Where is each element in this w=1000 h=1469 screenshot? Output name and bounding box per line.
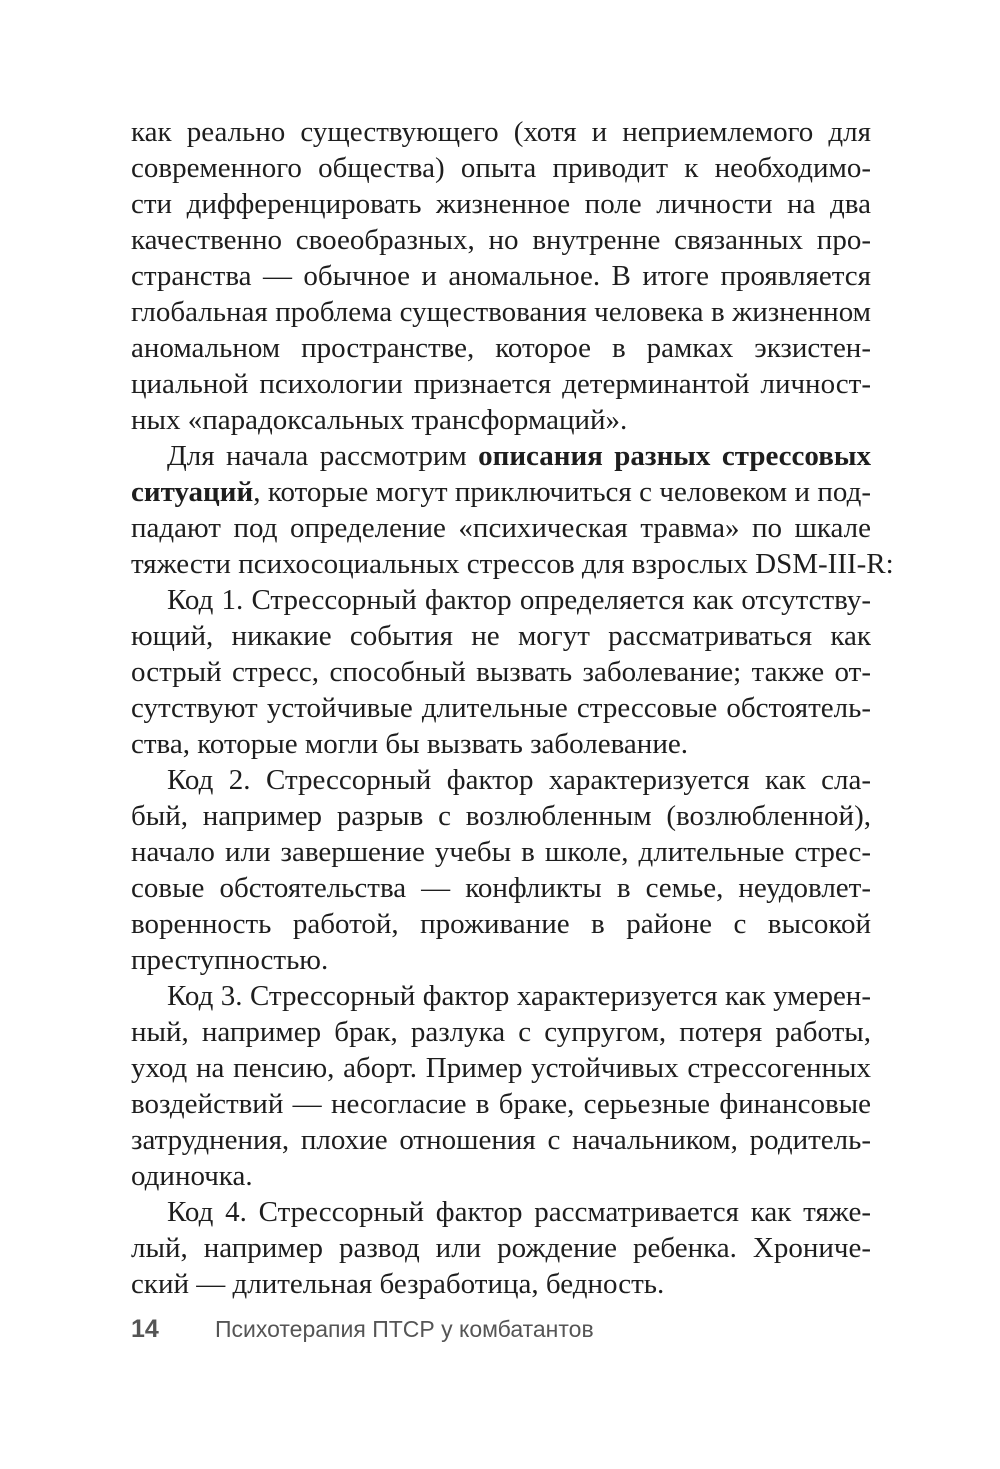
text-line: качественно своеобразных, но внутренне связанных про- [131,224,871,256]
body-text [131,114,894,1302]
text-line: острый стресс, способный вызвать заболевание; также от- [131,656,871,688]
text-line: Код 1. Стрессорный фактор определяется как отсутству- [167,584,871,616]
text-line: Код 3. Стрессорный фактор характеризуется как умерен- [167,980,871,1012]
text-line: как реально существующего (хотя и неприемлемого для [131,116,871,148]
text-line: преступностью. [131,944,329,976]
text-line: современного общества) опыта приводит к необходимо- [131,152,871,184]
text-line: начало или завершение учебы в школе, длительные стрес- [131,836,871,868]
text-line: лый, например развод или рождение ребенка. Хрониче- [131,1232,871,1264]
bold-phrase: ситуаций [131,476,254,508]
text-line: одиночка. [131,1160,253,1192]
text-line: воздействий — несогласие в браке, серьезные финансовые [131,1088,871,1120]
text-line: аномальном пространстве, которое в рамках экзистен- [131,332,871,364]
text-span: , которые могут приключиться с человеком и под- [253,476,871,508]
text-line: Код 4. Стрессорный фактор рассматривается как тяже- [167,1196,871,1228]
text-line [131,438,871,474]
page-footer [131,1315,871,1351]
text-line: глобальная проблема существования человека в жизненном [131,296,871,328]
text-line: ства, которые могли бы вызвать заболевание. [131,728,688,760]
text-line: совые обстоятельства — конфликты в семье, неудовлет- [131,872,871,904]
text-line: ный, например брак, разлука с супругом, потеря работы, [131,1016,871,1048]
text-line: сти дифференцировать жизненное поле личности на два [131,188,871,220]
text-line: Код 2. Стрессорный фактор характеризуется как сла- [167,764,871,796]
text-line: циальной психологии признается детерминантой личност- [131,368,871,400]
text-line: уход на пенсию, аборт. Пример устойчивых стрессогенных [131,1052,871,1084]
text-line: сутствуют устойчивые длительные стрессовые обстоятель- [131,692,871,724]
bold-phrase: описания разных стрессовых [478,440,871,472]
text-line: ский — длительная безработица, бедность. [131,1268,665,1300]
text-line: затруднения, плохие отношения с начальником, родитель- [131,1124,871,1156]
text-line: ющий, никакие события не могут рассматриваться как [131,620,871,652]
text-line: тяжести психосоциальных стрессов для взрослых DSM-III-R: [131,548,894,580]
text-line: бый, например разрыв с возлюбленным (возлюбленной), [131,800,871,832]
text-line: падают под определение «психическая травма» по шкале [131,512,871,544]
text-line [131,474,871,510]
text-line: странства — обычное и аномальное. В итоге проявляется [131,260,871,292]
running-title: Психотерапия ПТСР у комбатантов [215,1316,594,1342]
page-number: 14 [131,1315,159,1343]
text-span: Для начала рассмотрим [167,440,479,472]
text-line: ных «парадоксальных трансформаций». [131,404,628,436]
text-line: воренность работой, проживание в районе с высокой [131,908,871,940]
